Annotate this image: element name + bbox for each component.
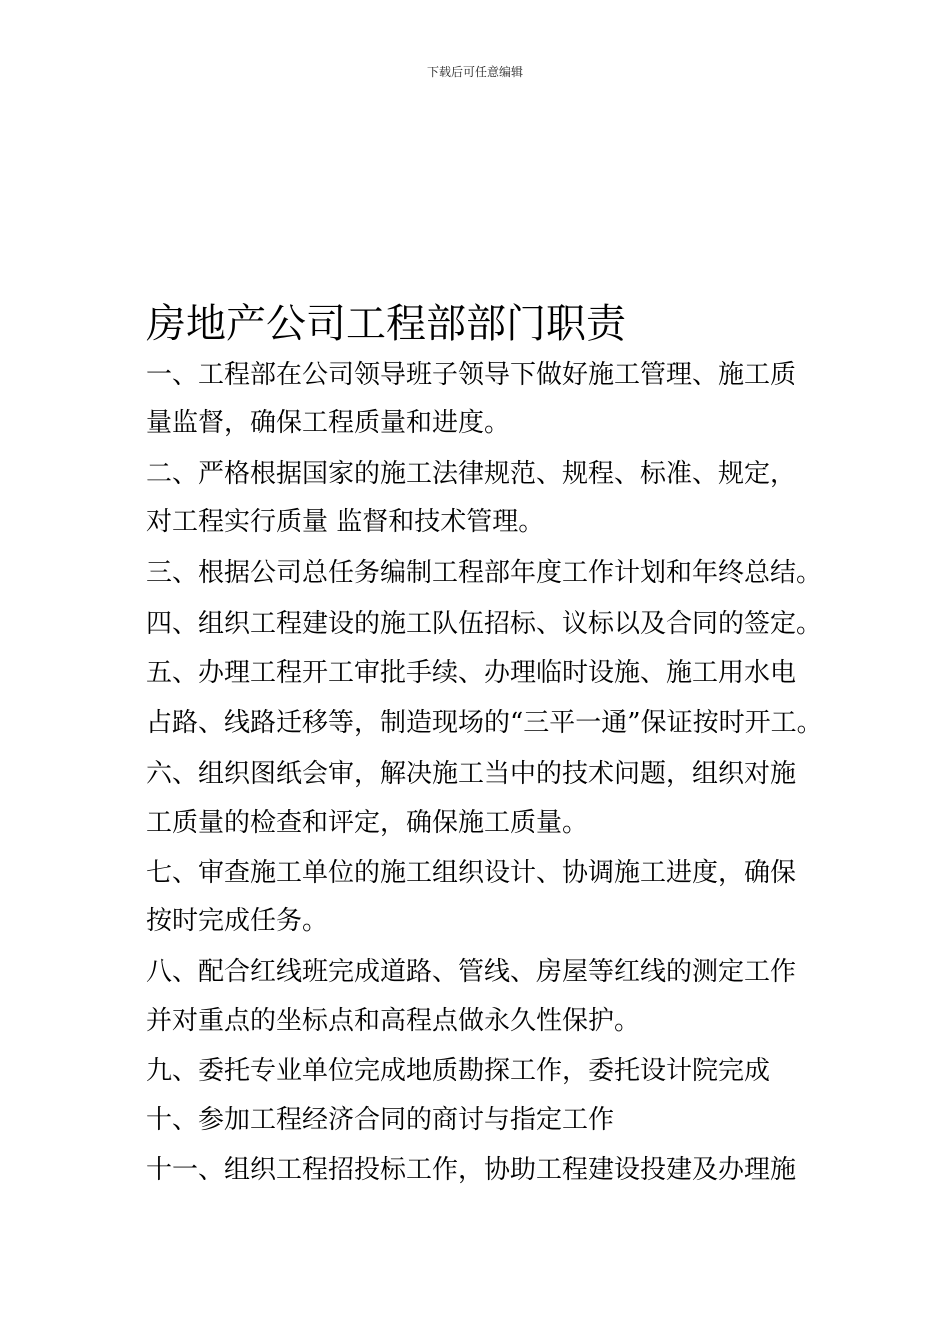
text-line: 三、根据公司总任务编制工程部年度工作计划和年终总结。 bbox=[146, 558, 823, 588]
text-line: 六、组织图纸会审，解决施工当中的技术问题，组织对施 bbox=[146, 759, 797, 789]
text-line: 二、严格根据国家的施工法律规范、规程、标准、规定， bbox=[146, 459, 797, 489]
text-line: 一、工程部在公司领导班子领导下做好施工管理、施工质 bbox=[146, 360, 797, 390]
text-line: 十一、组织工程招投标工作，协助工程建设投建及办理施 bbox=[146, 1155, 797, 1185]
document-title: 房地产公司工程部部门职责 bbox=[146, 301, 626, 347]
text-line: 量监督，确保工程质量和进度。 bbox=[146, 408, 511, 438]
text-line: 七、审查施工单位的施工组织设计、协调施工进度，确保 bbox=[146, 858, 797, 888]
text-line: 五、办理工程开工审批手续、办理临时设施、施工用水电 bbox=[146, 658, 797, 688]
text-line: 九、委托专业单位完成地质勘探工作，委托设计院完成 bbox=[146, 1056, 771, 1086]
text-line: 并对重点的坐标点和高程点做永久性保护。 bbox=[146, 1006, 641, 1036]
text-line: 十、参加工程经济合同的商讨与指定工作 bbox=[146, 1105, 615, 1135]
text-line: 四、组织工程建设的施工队伍招标、议标以及合同的签定。 bbox=[146, 609, 823, 639]
text-line: 对工程实行质量 监督和技术管理。 bbox=[146, 507, 545, 537]
text-line: 工质量的检查和评定，确保施工质量。 bbox=[146, 808, 589, 838]
text-line: 八、配合红线班完成道路、管线、房屋等红线的测定工作 bbox=[146, 957, 797, 987]
page-header-note: 下载后可任意编辑 bbox=[426, 65, 523, 79]
text-line: 占路、线路迁移等，制造现场的“三平一通”保证按时开工。 bbox=[146, 708, 823, 738]
text-line: 按时完成任务。 bbox=[146, 906, 329, 936]
